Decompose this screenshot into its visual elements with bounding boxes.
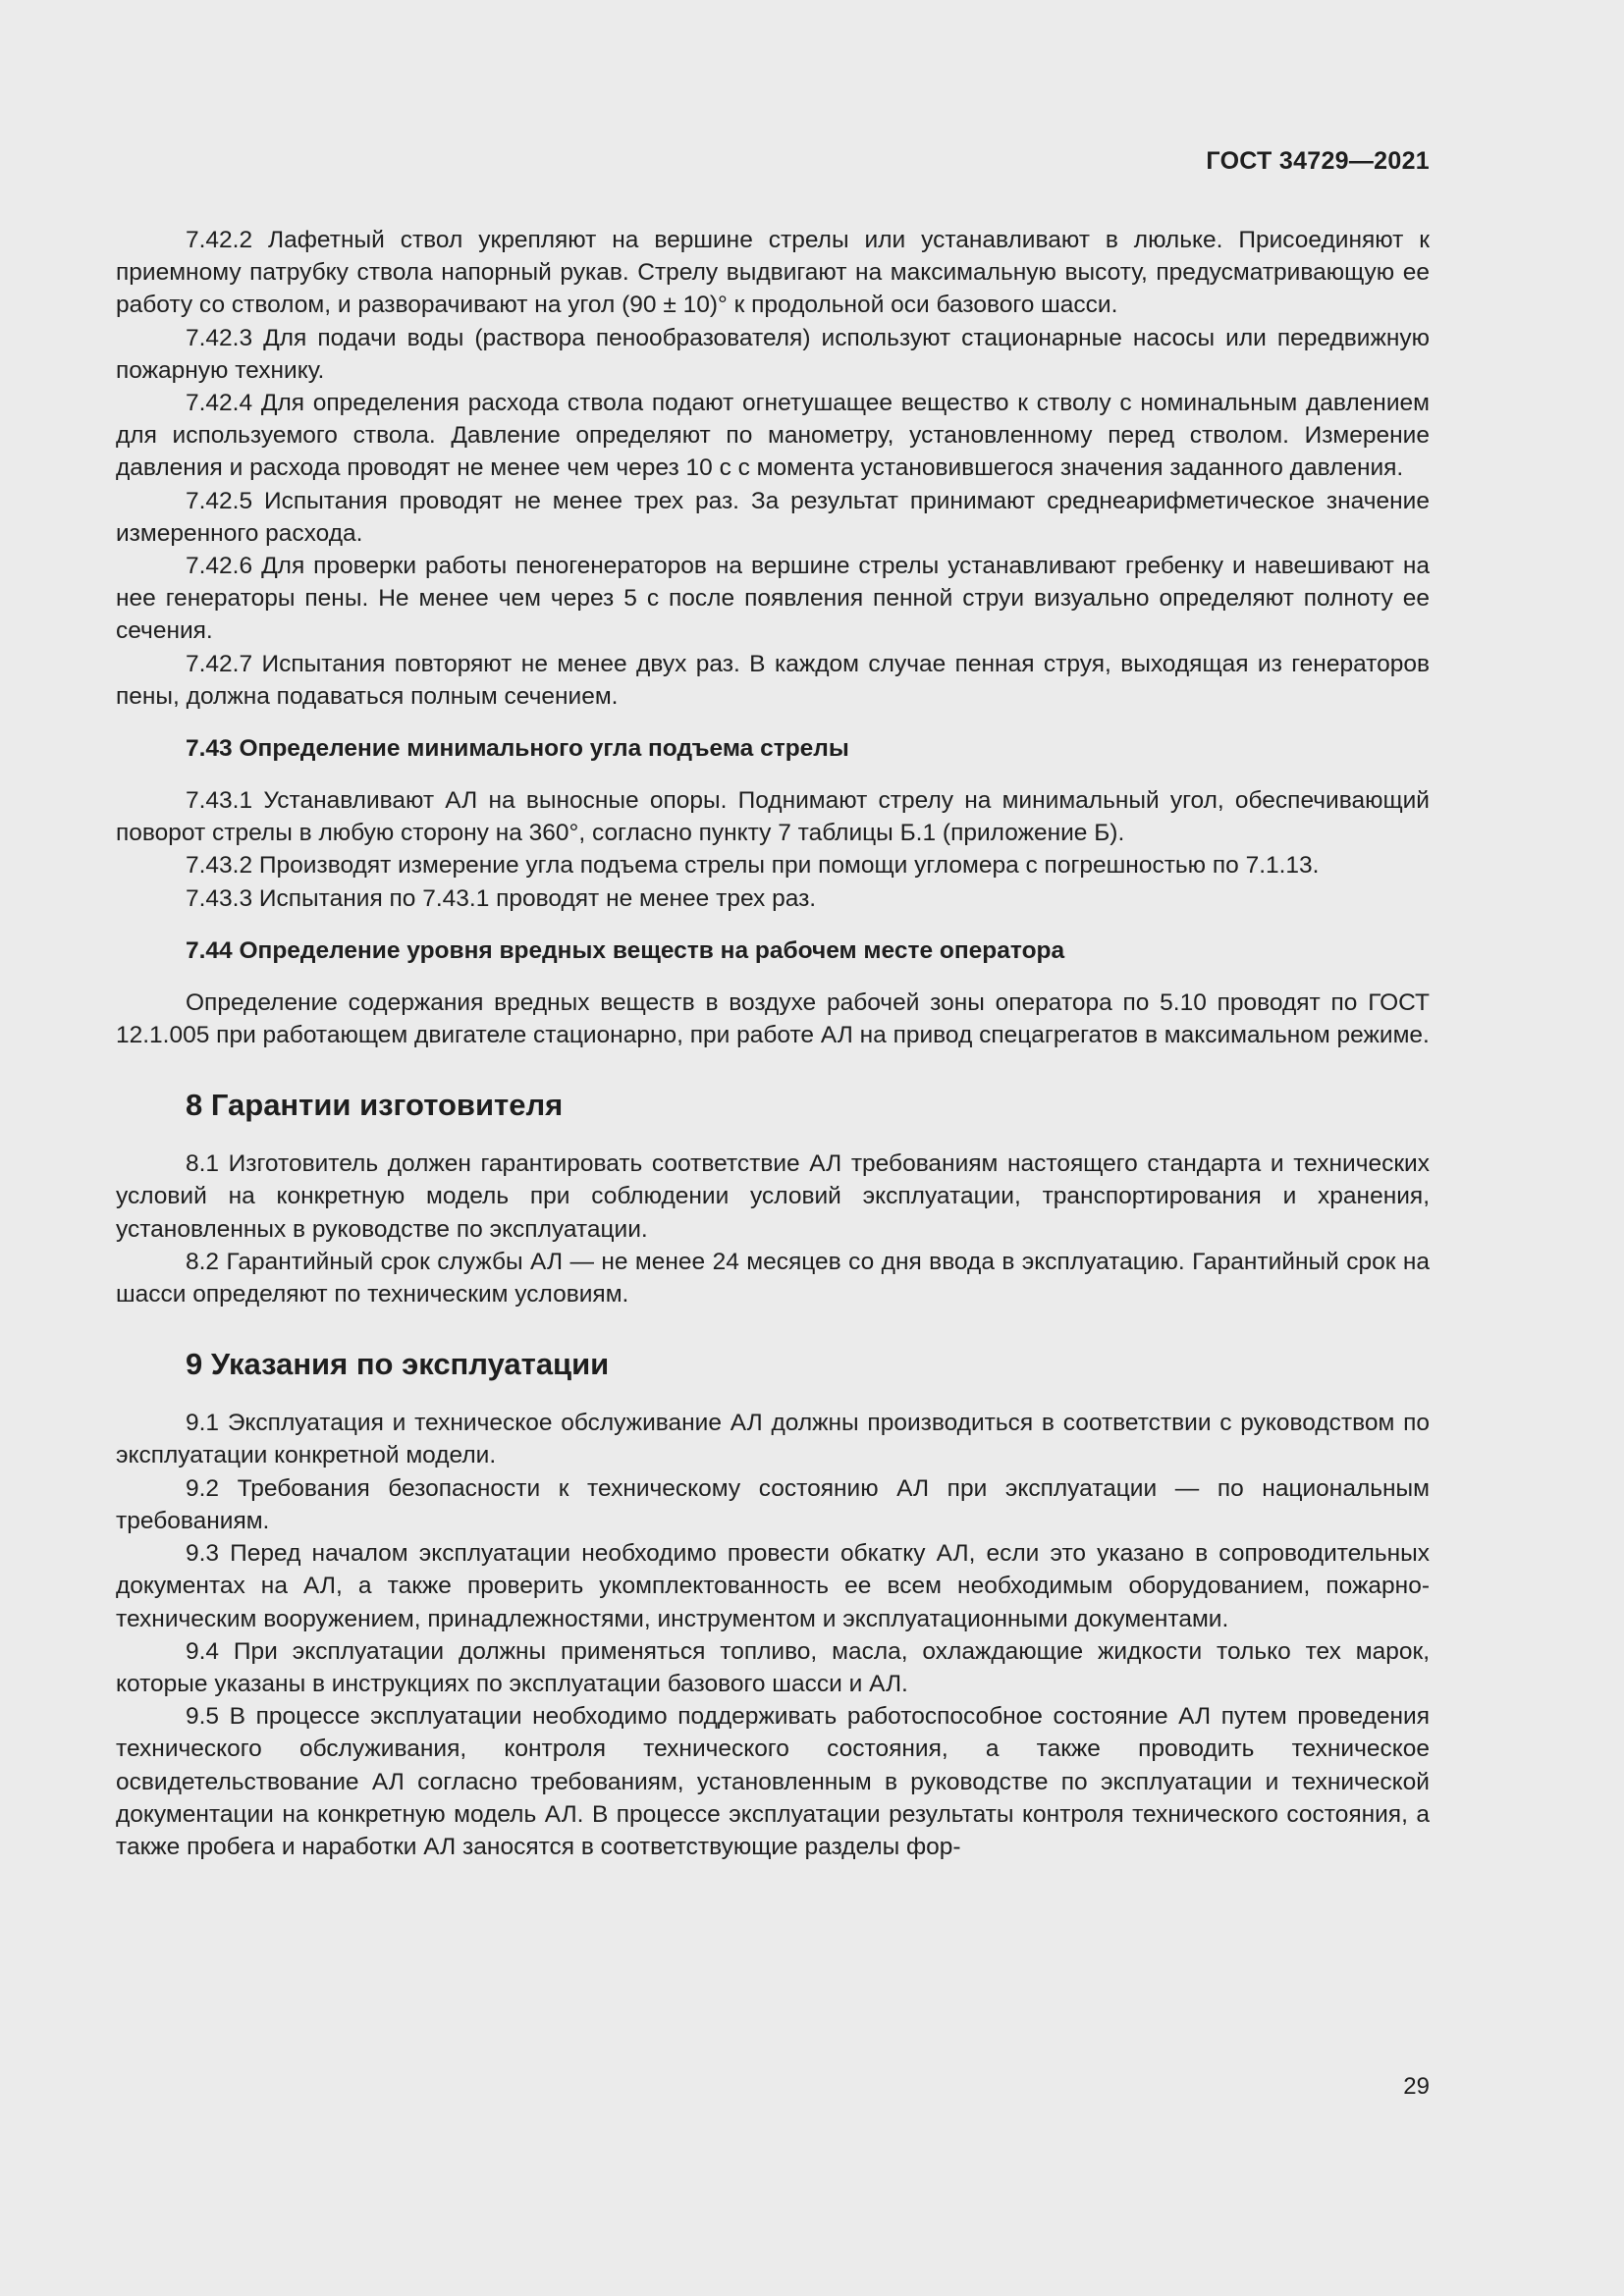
paragraph-7-42-3: 7.42.3 Для подачи воды (раствора пенообразователя) используют стационарные насосы или передвижную пожарную технику.: [116, 324, 1430, 384]
section-heading-9: 9 Указания по эксплуатации: [186, 1347, 610, 1382]
paragraph-9-5: 9.5 В процессе эксплуатации необходимо поддерживать работоспособное состояние АЛ путем проведения технического обслуживания, контроля технического состояния, а также проводить техническое освидетельствование АЛ согласно требованиям, установленным в руководстве по эксплуатации и технической документации на конкретную модель АЛ. В процессе эксплуатации результаты контроля технического состояния, а также пробега и наработки АЛ заносятся в соответствующие разделы фор-: [116, 1703, 1430, 1860]
paragraph-7-42-5: 7.42.5 Испытания проводят не менее трех раз. За результат принимают среднеарифметическое значение измеренного расхода.: [116, 487, 1430, 547]
paragraph-9-4: 9.4 При эксплуатации должны применяться топливо, масла, охлаждающие жидкости только тех марок, которые указаны в инструкциях по эксплуатации базового шасси и АЛ.: [116, 1637, 1430, 1697]
paragraph-8-1: 8.1 Изготовитель должен гарантировать соответствие АЛ требованиям настоящего стандарта и технических условий на конкретную модель при соблюдении условий эксплуатации, транспортирования и хранения, установленных в руководстве по эксплуатации.: [116, 1150, 1430, 1243]
subsection-heading-7-43: 7.43 Определение минимального угла подъема стрелы: [186, 735, 849, 763]
paragraph-7-42-4: 7.42.4 Для определения расхода ствола подают огнетушащее вещество к стволу с номинальным давлением для используемого ствола. Давление определяют по манометру, установленному перед стволом. Измерение давления и расхода проводят не менее чем через 10 с с момента установившегося значения заданного давления.: [116, 390, 1430, 482]
paragraph-9-2: 9.2 Требования безопасности к техническому состоянию АЛ при эксплуатации — по национальным требованиям.: [116, 1474, 1430, 1534]
paragraph-8-2: 8.2 Гарантийный срок службы АЛ — не менее 24 месяцев со дня ввода в эксплуатацию. Гарантийный срок на шасси определяют по техническим условиям.: [116, 1248, 1430, 1308]
section-heading-8: 8 Гарантии изготовителя: [186, 1088, 564, 1123]
subsection-heading-7-44: 7.44 Определение уровня вредных веществ на рабочем месте оператора: [186, 936, 1065, 964]
page-number: 29: [1403, 2073, 1430, 2100]
paragraph-7-44: Определение содержания вредных веществ в воздухе рабочей зоны оператора по 5.10 проводят по ГОСТ 12.1.005 при работающем двигателе стационарно, при работе АЛ на привод спецагрегатов в максимальном режиме.: [116, 988, 1430, 1049]
paragraph-7-42-6: 7.42.6 Для проверки работы пеногенераторов на вершине стрелы устанавливают гребенку и навешивают на нее генераторы пены. Не менее чем через 5 с после появления пенной струи визуально определяют полноту ее сечения.: [116, 553, 1430, 645]
paragraph-7-42-2: 7.42.2 Лафетный ствол укрепляют на вершине стрелы или устанавливают в люльке. Присоединяют к приемному патрубку ствола напорный рукав. Стрелу выдвигают на максимальную высоту, предусматривающую ее работу со стволом, и разворачивают на угол (90 ± 10)° к продольной оси базового шасси.: [116, 227, 1430, 319]
paragraph-7-43-1: 7.43.1 Устанавливают АЛ на выносные опоры. Поднимают стрелу на минимальный угол, обеспечивающий поворот стрелы в любую сторону на 360°, согласно пункту 7 таблицы Б.1 (приложение Б).: [116, 787, 1430, 847]
page-content: [116, 224, 1430, 1863]
paragraph-9-3: 9.3 Перед началом эксплуатации необходимо провести обкатку АЛ, если это указано в сопроводительных документах на АЛ, а также проверить укомплектованность ее всем необходимым оборудованием, пожарно-техническим вооружением, принадлежностями, инструментом и эксплуатационными документами.: [116, 1540, 1430, 1632]
paragraph-7-43-2: 7.43.2 Производят измерение угла подъема стрелы при помощи угломера с погрешностью по 7.1.13.: [186, 852, 1320, 880]
paragraph-7-42-7: 7.42.7 Испытания повторяют не менее двух раз. В каждом случае пенная струя, выходящая из генераторов пены, должна подаваться полным сечением.: [116, 650, 1430, 710]
paragraph-7-43-3: 7.43.3 Испытания по 7.43.1 проводят не менее трех раз.: [186, 884, 817, 912]
document-id-header: ГОСТ 34729—2021: [1206, 147, 1430, 175]
paragraph-9-1: 9.1 Эксплуатация и техническое обслуживание АЛ должны производиться в соответствии с руководством по эксплуатации конкретной модели.: [116, 1410, 1430, 1469]
